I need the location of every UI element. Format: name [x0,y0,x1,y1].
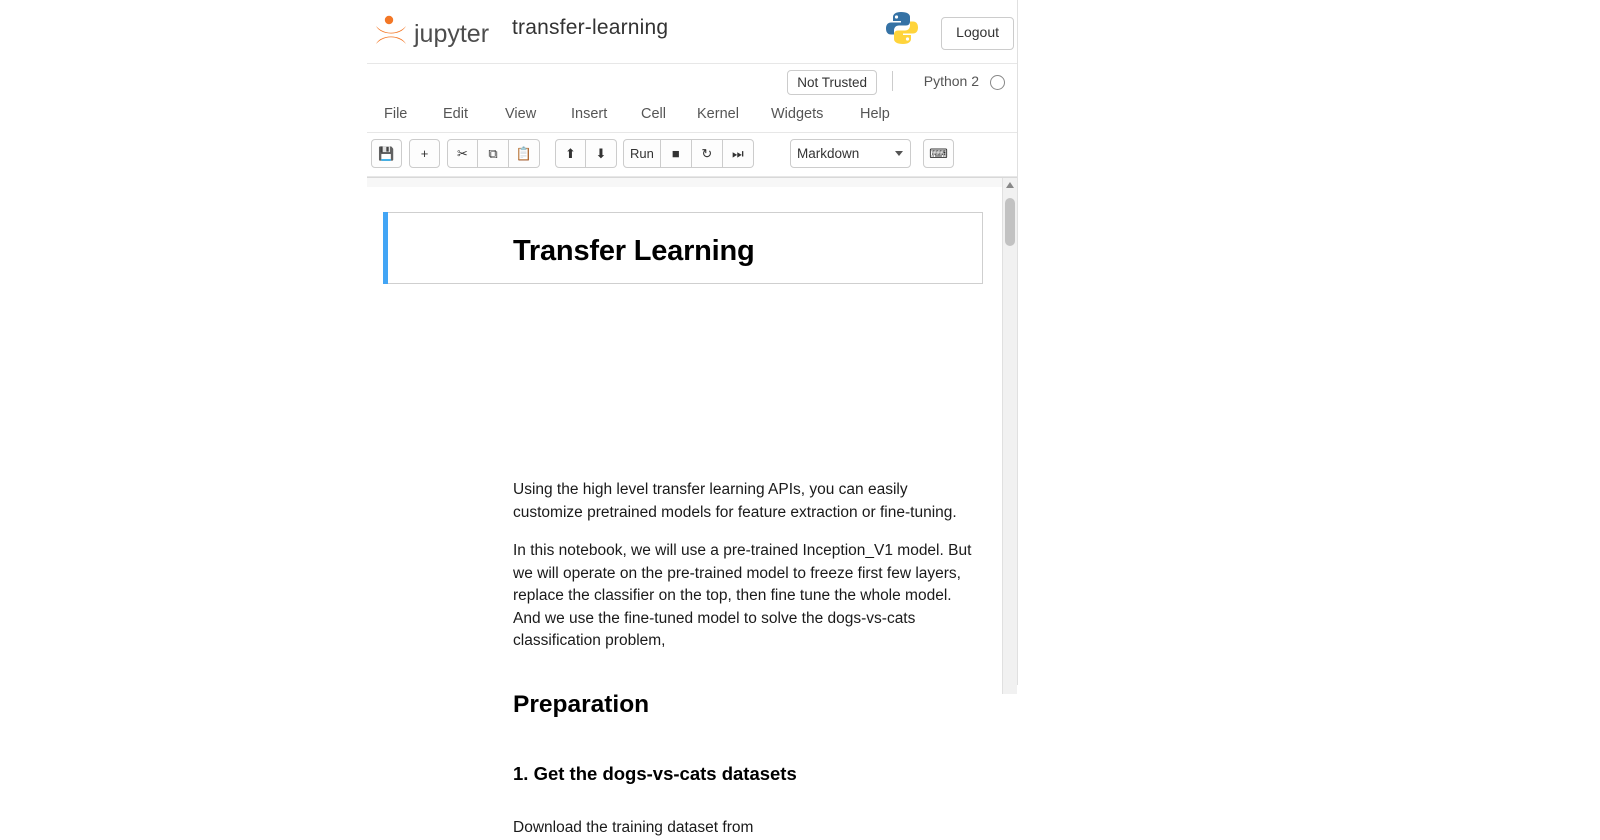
insert-cell-button[interactable]: + [409,139,440,168]
not-trusted-badge[interactable]: Not Trusted [787,70,877,95]
heading-step-one: 1. Get the dogs-vs-cats datasets [513,763,797,784]
python-logo-icon [885,9,919,47]
notebook-title[interactable]: transfer-learning [512,16,669,39]
notebook-cells [367,187,1003,836]
chevron-down-icon [895,151,903,156]
paragraph-description: In this notebook, we will use a pre-trained Inception_V1 model. But we will operate on the pre-trained model to freeze first few layers, replace the classifier on the top, then fine tune the whole model. And we use the fine-tuned model to solve the dogs-vs-cats classification problem, [513,542,972,649]
move-cell-down-button[interactable]: ⬇ [586,139,617,168]
menu-item-file[interactable]: File [384,106,408,122]
paste-cell-button[interactable]: 📋 [509,139,540,168]
save-button[interactable]: 💾 [371,139,402,168]
interrupt-kernel-button[interactable]: ■ [661,139,692,168]
move-cell-up-button[interactable]: ⬆ [555,139,586,168]
scroll-up-icon[interactable] [1006,182,1014,188]
menu-bar [367,99,1017,133]
menu-item-cell[interactable]: Cell [641,106,666,122]
menu-item-kernel[interactable]: Kernel [697,106,739,122]
notebook-header [367,0,1017,64]
menu-item-insert[interactable]: Insert [571,106,608,122]
kernel-separator [892,71,893,91]
move-cell-group [555,139,617,168]
heading-preparation: Preparation [513,691,650,718]
restart-run-all-button[interactable]: ⏭ [723,139,754,168]
jupyter-notebook-app [367,0,1018,836]
notebook-scrollbar[interactable] [1002,178,1017,694]
jupyter-logo[interactable] [372,13,507,51]
trust-bar [367,64,1017,99]
cell-type-select[interactable] [790,139,911,168]
restart-kernel-button[interactable]: ↻ [692,139,723,168]
run-controls-group [623,139,754,168]
cut-copy-paste-group [447,139,540,168]
keyboard-shortcuts-button[interactable]: ⌨ [923,139,954,168]
notebook-top-strip [367,178,1017,187]
menu-item-view[interactable]: View [505,106,537,122]
svg-text:jupyter: jupyter [414,20,490,48]
menu-item-help[interactable]: Help [860,106,890,122]
page-title: Transfer Learning [513,235,755,267]
copy-cell-button[interactable]: ⧉ [478,139,509,168]
cut-cell-button[interactable]: ✂ [447,139,478,168]
logout-button[interactable]: Logout [941,17,1014,50]
scrollbar-thumb[interactable] [1005,198,1015,246]
kernel-idle-circle-icon[interactable] [990,75,1005,90]
notebook-container [367,177,1017,836]
paragraph-download: Download the training dataset from [513,819,754,836]
run-cell-button[interactable]: Run [623,139,661,168]
cell-type-value: Markdown [797,146,860,161]
kernel-name-label: Python 2 [923,73,979,89]
notebook-toolbar [367,133,1017,177]
menu-item-edit[interactable]: Edit [443,106,468,122]
menu-item-widgets[interactable]: Widgets [771,106,824,122]
paragraph-intro: Using the high level transfer learning APIs, you can easily customize pretrained models for feature extraction or fine-tuning. [513,481,957,521]
